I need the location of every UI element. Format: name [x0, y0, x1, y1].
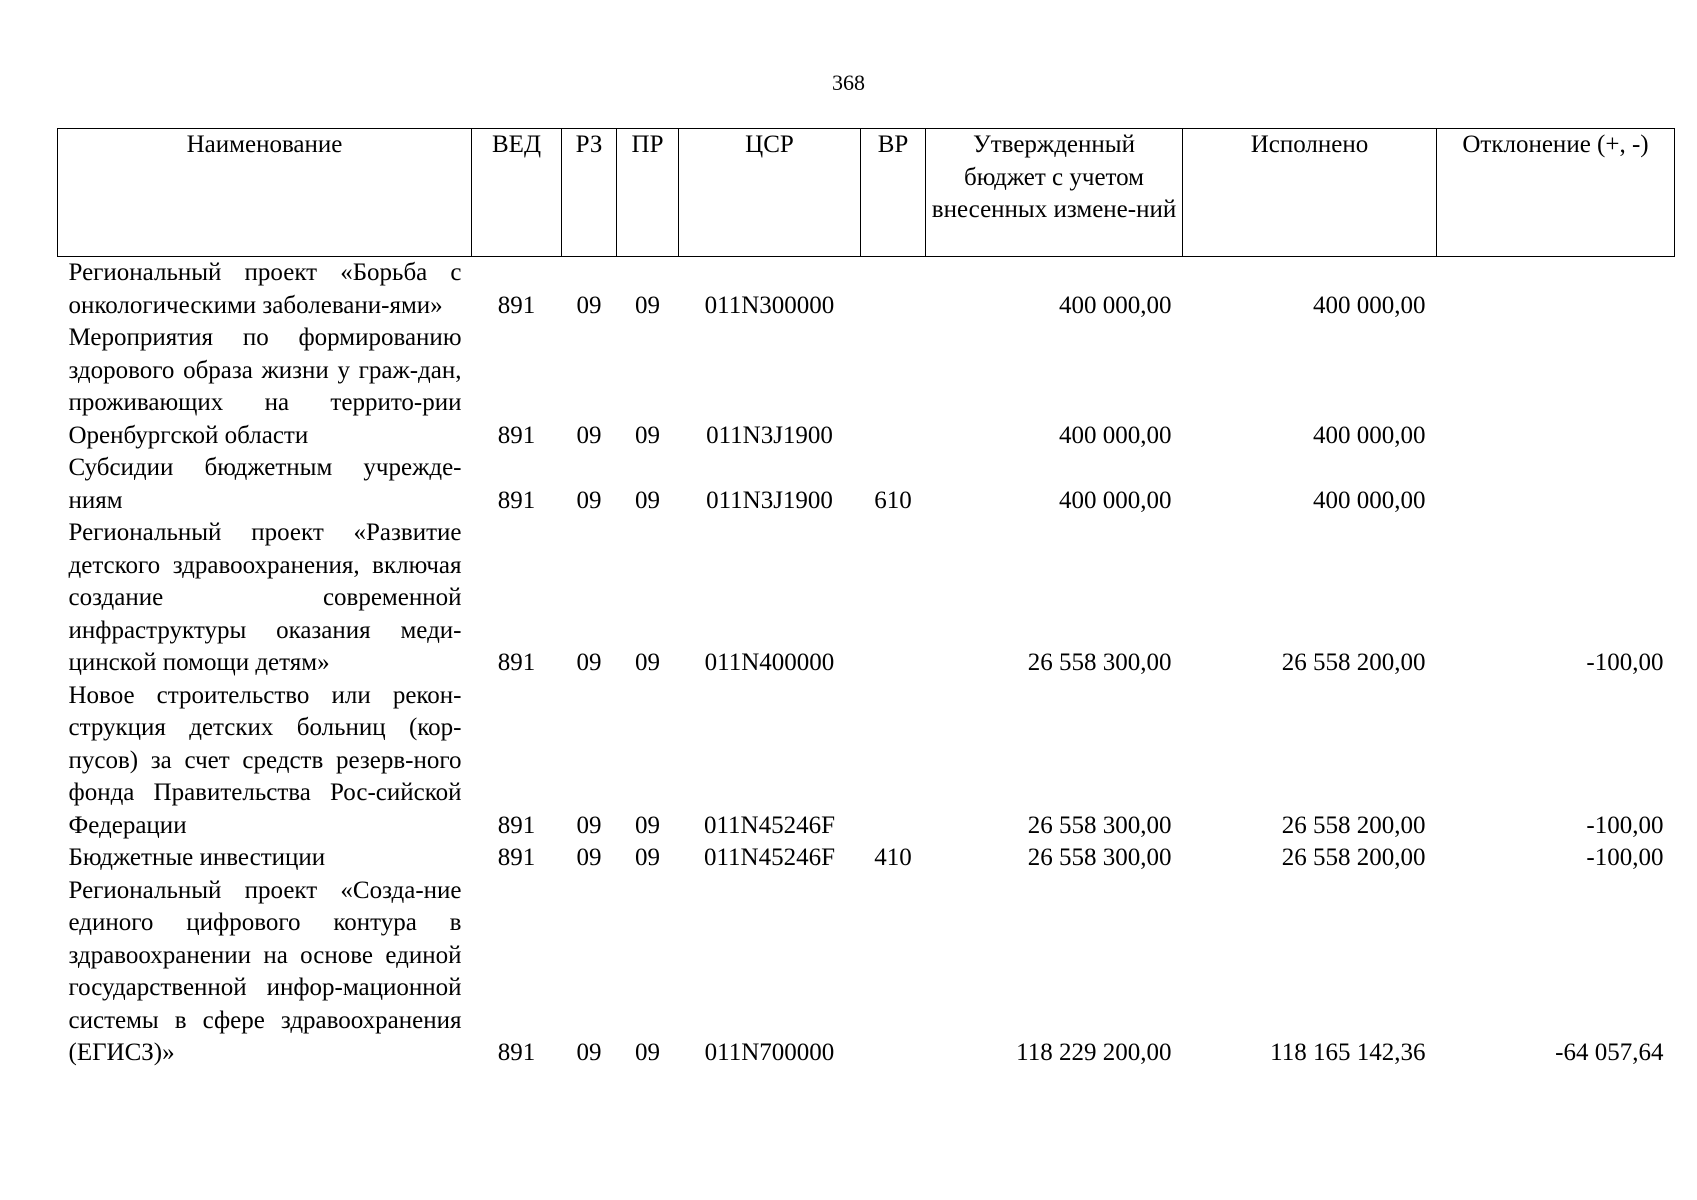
cell-pr: 09	[635, 649, 660, 676]
cell-pr: 09	[635, 291, 660, 319]
cell-pr: 09	[635, 1039, 660, 1066]
cell-ved: 891	[497, 486, 536, 514]
cell-vr: 610	[874, 486, 912, 514]
cell-ved: 891	[497, 291, 536, 319]
cell-vr	[861, 322, 926, 452]
table-row	[58, 680, 1675, 843]
cell-approved: 26 558 300,00	[1027, 844, 1172, 871]
cell-rz: 09	[576, 844, 602, 871]
cell-approved: 400 000,00	[1059, 291, 1172, 319]
cell-name: Бюджетные инвестиции	[68, 844, 326, 871]
table-row	[58, 322, 1675, 452]
table-row	[58, 452, 1675, 517]
cell-name: Новое строительство или рекон-струкция детских больниц (кор-пусов) за счет средств резерв-ного фонда Правительства Рос-сийской Федерации	[68, 681, 462, 839]
header-rz: РЗ	[562, 129, 617, 257]
cell-deviation	[1437, 257, 1675, 323]
cell-name: Региональный проект «Борьба с онкологическими заболевани-ями»	[68, 259, 462, 319]
cell-rz: 09	[576, 291, 602, 319]
cell-vr: 410	[874, 844, 912, 871]
cell-ved: 891	[497, 421, 536, 449]
budget-table	[57, 128, 1675, 1070]
cell-approved: 26 558 300,00	[1027, 811, 1172, 839]
cell-csr: 011N45246F	[703, 844, 836, 871]
cell-executed: 118 165 142,36	[1270, 1039, 1426, 1066]
table-row	[58, 875, 1675, 1070]
cell-vr	[861, 517, 926, 680]
cell-ved: 891	[497, 811, 536, 839]
header-ved: ВЕД	[472, 129, 562, 257]
table-header-row	[58, 129, 1675, 257]
cell-deviation: -64 057,64	[1555, 1039, 1664, 1066]
header-executed: Исполнено	[1183, 129, 1437, 257]
header-name: Наименование	[58, 129, 472, 257]
cell-ved: 891	[497, 844, 536, 871]
cell-vr	[861, 257, 926, 323]
cell-executed: 26 558 200,00	[1281, 811, 1426, 839]
table-row	[58, 842, 1675, 875]
cell-rz: 09	[576, 421, 602, 449]
cell-name: Субсидии бюджетным учрежде-ниям	[68, 454, 462, 514]
cell-name: Региональный проект «Развитие детского здравоохранения, включая создание современной инфраструктуры оказания меди-цинской помощи детям»	[68, 519, 462, 676]
cell-executed: 400 000,00	[1313, 291, 1426, 319]
cell-rz: 09	[576, 811, 602, 839]
cell-deviation: -100,00	[1586, 844, 1664, 871]
cell-approved: 400 000,00	[1059, 421, 1172, 449]
table-row	[58, 257, 1675, 323]
cell-pr: 09	[635, 811, 660, 839]
cell-executed: 26 558 200,00	[1281, 649, 1426, 676]
cell-csr: 011N45246F	[703, 811, 836, 839]
cell-vr	[861, 680, 926, 843]
cell-pr: 09	[635, 844, 660, 871]
cell-csr: 011N300000	[704, 291, 835, 319]
cell-ved: 891	[497, 1039, 536, 1066]
cell-deviation	[1437, 322, 1675, 452]
cell-deviation	[1437, 452, 1675, 517]
cell-csr: 011N3J1900	[706, 421, 833, 449]
cell-csr: 011N400000	[704, 649, 835, 676]
cell-approved: 400 000,00	[1059, 486, 1172, 514]
cell-csr: 011N3J1900	[706, 486, 833, 514]
header-deviation: Отклонение (+, -)	[1437, 129, 1675, 257]
cell-executed: 400 000,00	[1313, 421, 1426, 449]
cell-pr: 09	[635, 421, 660, 449]
cell-pr: 09	[635, 486, 660, 514]
page-number: 368	[832, 70, 865, 95]
header-pr: ПР	[617, 129, 679, 257]
cell-ved: 891	[497, 649, 536, 676]
cell-vr	[861, 875, 926, 1070]
cell-name: Региональный проект «Созда-ние единого цифрового контура в здравоохранении на основе единой государственной инфор-мационной системы в сфере здравоохранения (ЕГИСЗ)»	[68, 876, 462, 1066]
cell-executed: 400 000,00	[1313, 486, 1426, 514]
cell-approved: 118 229 200,00	[1016, 1039, 1172, 1066]
cell-rz: 09	[576, 649, 602, 676]
cell-csr: 011N700000	[704, 1039, 835, 1066]
cell-rz: 09	[576, 486, 602, 514]
header-csr: ЦСР	[679, 129, 861, 257]
cell-approved: 26 558 300,00	[1027, 649, 1172, 676]
table-row	[58, 517, 1675, 680]
header-vr: ВР	[861, 129, 926, 257]
cell-deviation: -100,00	[1586, 811, 1664, 839]
header-approved: Утвержденный бюджет с учетом внесенных измене-ний	[926, 129, 1183, 257]
cell-rz: 09	[576, 1039, 602, 1066]
cell-executed: 26 558 200,00	[1281, 844, 1426, 871]
cell-name: Мероприятия по формированию здорового образа жизни у граж-дан, проживающих на террито-рии Оренбургской области	[68, 324, 462, 449]
cell-deviation: -100,00	[1586, 649, 1664, 676]
